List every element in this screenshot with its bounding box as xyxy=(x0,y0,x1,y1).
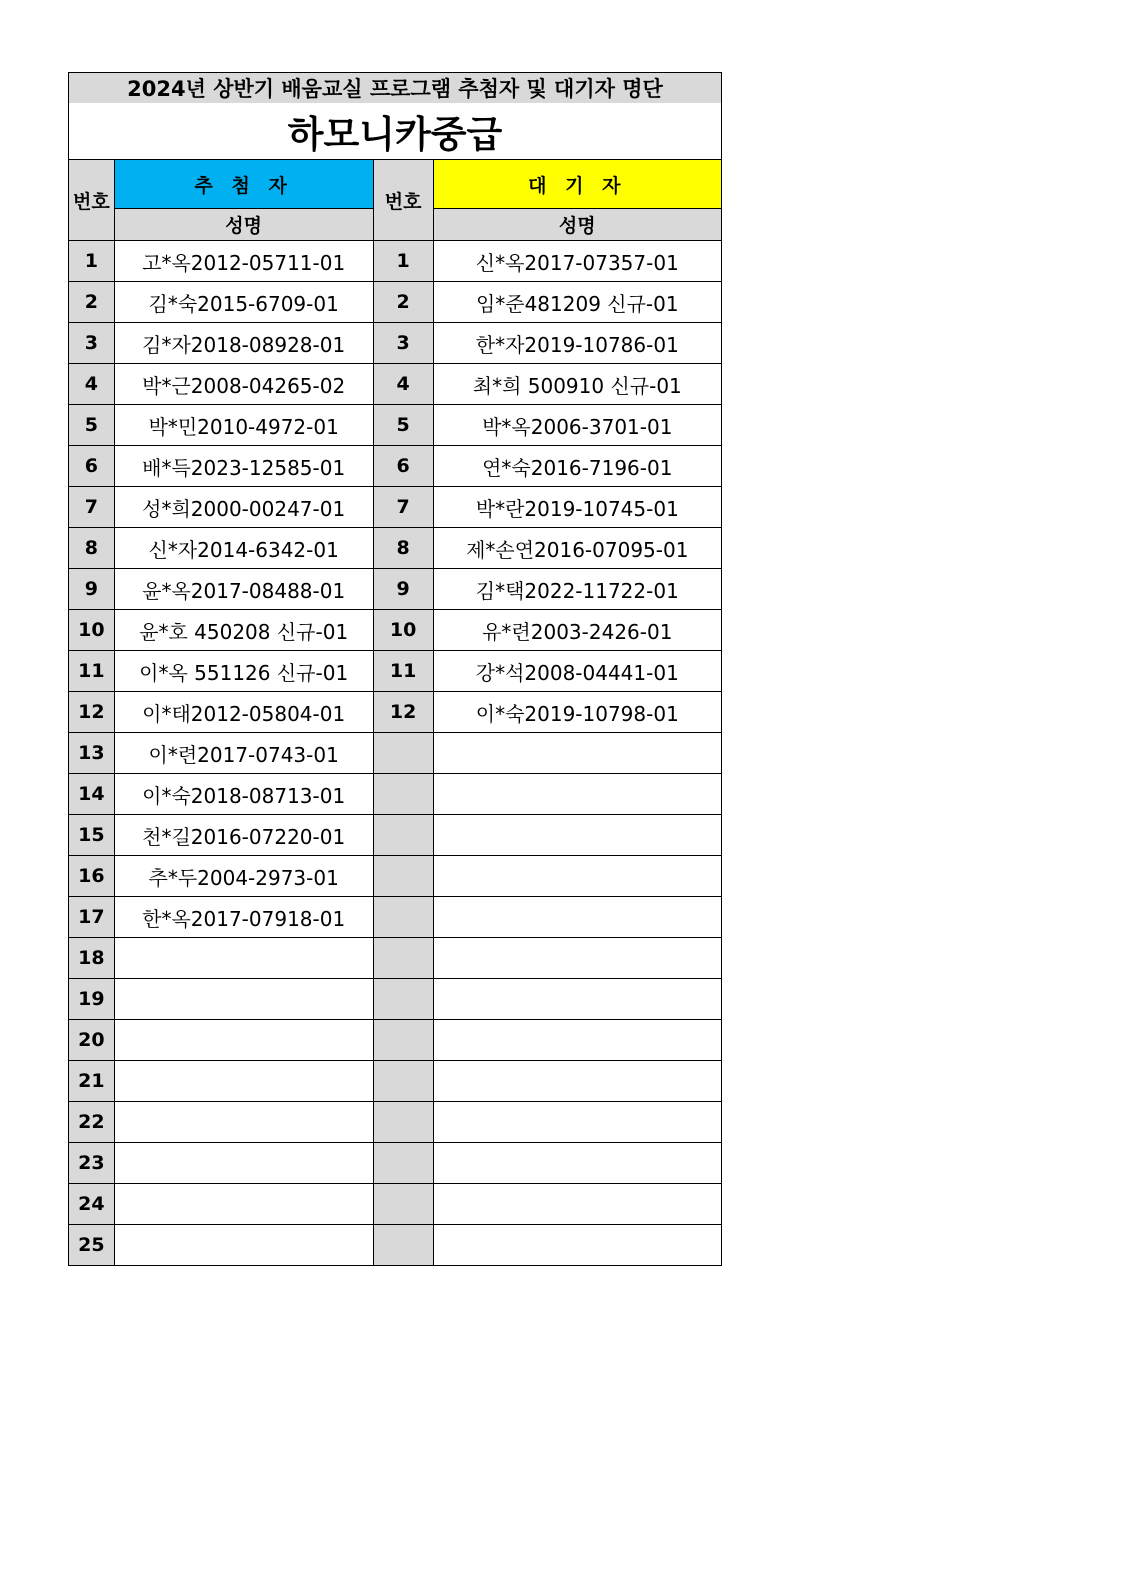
waiting-name-cell xyxy=(433,815,721,856)
winner-name-cell: 이*련2017-0743-01 xyxy=(114,733,373,774)
winner-number-header: 번호 xyxy=(69,160,115,241)
winner-name-cell xyxy=(114,1102,373,1143)
waiting-number-cell xyxy=(373,1102,433,1143)
waiting-number-cell xyxy=(373,733,433,774)
table-row xyxy=(69,1020,722,1061)
waiting-number-cell: 1 xyxy=(373,241,433,282)
waiting-number-header: 번호 xyxy=(373,160,433,241)
waiting-name-cell xyxy=(433,1020,721,1061)
winner-number-cell: 1 xyxy=(69,241,115,282)
winner-name-cell xyxy=(114,1184,373,1225)
table-row xyxy=(69,405,722,446)
waiting-name-cell xyxy=(433,1143,721,1184)
table-row xyxy=(69,938,722,979)
table-row xyxy=(69,1184,722,1225)
winner-number-cell: 12 xyxy=(69,692,115,733)
winner-number-cell: 16 xyxy=(69,856,115,897)
table-row xyxy=(69,733,722,774)
winner-number-cell: 9 xyxy=(69,569,115,610)
waiting-name-cell xyxy=(433,856,721,897)
waiting-name-cell xyxy=(433,1184,721,1225)
winner-name-cell: 배*득2023-12585-01 xyxy=(114,446,373,487)
winner-number-cell: 3 xyxy=(69,323,115,364)
waiting-number-cell xyxy=(373,856,433,897)
waiting-name-cell: 강*석2008-04441-01 xyxy=(433,651,721,692)
waiting-number-cell: 12 xyxy=(373,692,433,733)
winner-name-cell: 이*숙2018-08713-01 xyxy=(114,774,373,815)
waiting-name-cell: 제*손연2016-07095-01 xyxy=(433,528,721,569)
waiting-number-cell xyxy=(373,815,433,856)
winner-name-cell: 박*민2010-4972-01 xyxy=(114,405,373,446)
winner-number-cell: 10 xyxy=(69,610,115,651)
winner-number-cell: 24 xyxy=(69,1184,115,1225)
table-row xyxy=(69,282,722,323)
winner-number-cell: 15 xyxy=(69,815,115,856)
waiting-name-cell: 신*옥2017-07357-01 xyxy=(433,241,721,282)
waiting-name-cell: 유*련2003-2426-01 xyxy=(433,610,721,651)
winner-number-cell: 19 xyxy=(69,979,115,1020)
waiting-number-cell: 2 xyxy=(373,282,433,323)
table-row xyxy=(69,856,722,897)
waiting-name-cell: 박*란2019-10745-01 xyxy=(433,487,721,528)
table-row xyxy=(69,1102,722,1143)
winner-number-cell: 8 xyxy=(69,528,115,569)
table-row xyxy=(69,569,722,610)
winner-number-cell: 4 xyxy=(69,364,115,405)
waiting-number-cell xyxy=(373,1184,433,1225)
winners-header: 추 첨 자 xyxy=(114,160,373,209)
table-row xyxy=(69,364,722,405)
table-row xyxy=(69,692,722,733)
table-row xyxy=(69,815,722,856)
waiting-name-cell xyxy=(433,897,721,938)
winner-name-cell: 고*옥2012-05711-01 xyxy=(114,241,373,282)
winner-name-cell: 추*두2004-2973-01 xyxy=(114,856,373,897)
table-row xyxy=(69,1143,722,1184)
table-row xyxy=(69,979,722,1020)
winner-name-cell xyxy=(114,1020,373,1061)
waiting-number-cell xyxy=(373,1061,433,1102)
winner-name-cell: 박*근2008-04265-02 xyxy=(114,364,373,405)
winner-name-cell: 신*자2014-6342-01 xyxy=(114,528,373,569)
table-row xyxy=(69,528,722,569)
winner-name-cell: 윤*옥2017-08488-01 xyxy=(114,569,373,610)
winner-number-cell: 25 xyxy=(69,1225,115,1266)
waiting-number-cell: 3 xyxy=(373,323,433,364)
waiting-number-cell xyxy=(373,1143,433,1184)
waiting-number-cell: 10 xyxy=(373,610,433,651)
winner-number-cell: 21 xyxy=(69,1061,115,1102)
document-subtitle: 2024년 상반기 배움교실 프로그램 추첨자 및 대기자 명단 xyxy=(69,73,722,104)
waiting-name-cell: 박*옥2006-3701-01 xyxy=(433,405,721,446)
waiting-name-cell: 한*자2019-10786-01 xyxy=(433,323,721,364)
winner-name-cell xyxy=(114,979,373,1020)
waiting-number-cell: 6 xyxy=(373,446,433,487)
winner-name-cell: 성*희2000-00247-01 xyxy=(114,487,373,528)
winner-name-cell: 이*옥 551126 신규-01 xyxy=(114,651,373,692)
winner-name-cell xyxy=(114,1225,373,1266)
waiting-name-cell: 이*숙2019-10798-01 xyxy=(433,692,721,733)
waiting-number-cell xyxy=(373,774,433,815)
table-row xyxy=(69,651,722,692)
winner-number-cell: 20 xyxy=(69,1020,115,1061)
table-row xyxy=(69,610,722,651)
winner-number-cell: 18 xyxy=(69,938,115,979)
winner-name-cell: 윤*호 450208 신규-01 xyxy=(114,610,373,651)
waiting-name-cell: 최*희 500910 신규-01 xyxy=(433,364,721,405)
table-row xyxy=(69,897,722,938)
table-row xyxy=(69,774,722,815)
winner-number-cell: 17 xyxy=(69,897,115,938)
waiting-number-cell xyxy=(373,979,433,1020)
table-row xyxy=(69,241,722,282)
waiting-name-cell: 임*준481209 신규-01 xyxy=(433,282,721,323)
waiting-number-cell xyxy=(373,1020,433,1061)
waiting-number-cell: 5 xyxy=(373,405,433,446)
lottery-roster-table xyxy=(68,72,722,1266)
waiting-number-cell: 7 xyxy=(373,487,433,528)
winner-number-cell: 22 xyxy=(69,1102,115,1143)
program-title: 하모니카중급 xyxy=(69,103,722,160)
winner-name-cell xyxy=(114,1143,373,1184)
table-row xyxy=(69,446,722,487)
winner-name-cell: 김*자2018-08928-01 xyxy=(114,323,373,364)
waiting-number-cell: 8 xyxy=(373,528,433,569)
winner-name-cell: 천*길2016-07220-01 xyxy=(114,815,373,856)
winner-name-cell: 한*옥2017-07918-01 xyxy=(114,897,373,938)
waiting-name-header: 성명 xyxy=(433,209,721,241)
waiting-number-cell xyxy=(373,1225,433,1266)
winner-name-cell xyxy=(114,938,373,979)
waiting-number-cell: 9 xyxy=(373,569,433,610)
winner-number-cell: 23 xyxy=(69,1143,115,1184)
winner-number-cell: 13 xyxy=(69,733,115,774)
winner-number-cell: 14 xyxy=(69,774,115,815)
waiting-name-cell: 연*숙2016-7196-01 xyxy=(433,446,721,487)
winner-name-header: 성명 xyxy=(114,209,373,241)
winner-name-cell: 김*숙2015-6709-01 xyxy=(114,282,373,323)
waiting-number-cell xyxy=(373,938,433,979)
waiting-name-cell xyxy=(433,774,721,815)
waiting-name-cell xyxy=(433,733,721,774)
winner-name-cell: 이*태2012-05804-01 xyxy=(114,692,373,733)
table-row xyxy=(69,323,722,364)
winner-number-cell: 11 xyxy=(69,651,115,692)
winner-number-cell: 2 xyxy=(69,282,115,323)
winner-number-cell: 6 xyxy=(69,446,115,487)
waiting-number-cell: 11 xyxy=(373,651,433,692)
waiting-name-cell xyxy=(433,1102,721,1143)
waiting-name-cell xyxy=(433,1061,721,1102)
waiting-number-cell: 4 xyxy=(373,364,433,405)
table-row xyxy=(69,1061,722,1102)
waiting-header: 대 기 자 xyxy=(433,160,721,209)
waiting-name-cell xyxy=(433,979,721,1020)
winner-number-cell: 7 xyxy=(69,487,115,528)
table-row xyxy=(69,1225,722,1266)
waiting-number-cell xyxy=(373,897,433,938)
waiting-name-cell xyxy=(433,1225,721,1266)
table-row xyxy=(69,487,722,528)
winner-name-cell xyxy=(114,1061,373,1102)
winner-number-cell: 5 xyxy=(69,405,115,446)
waiting-name-cell: 김*택2022-11722-01 xyxy=(433,569,721,610)
waiting-name-cell xyxy=(433,938,721,979)
